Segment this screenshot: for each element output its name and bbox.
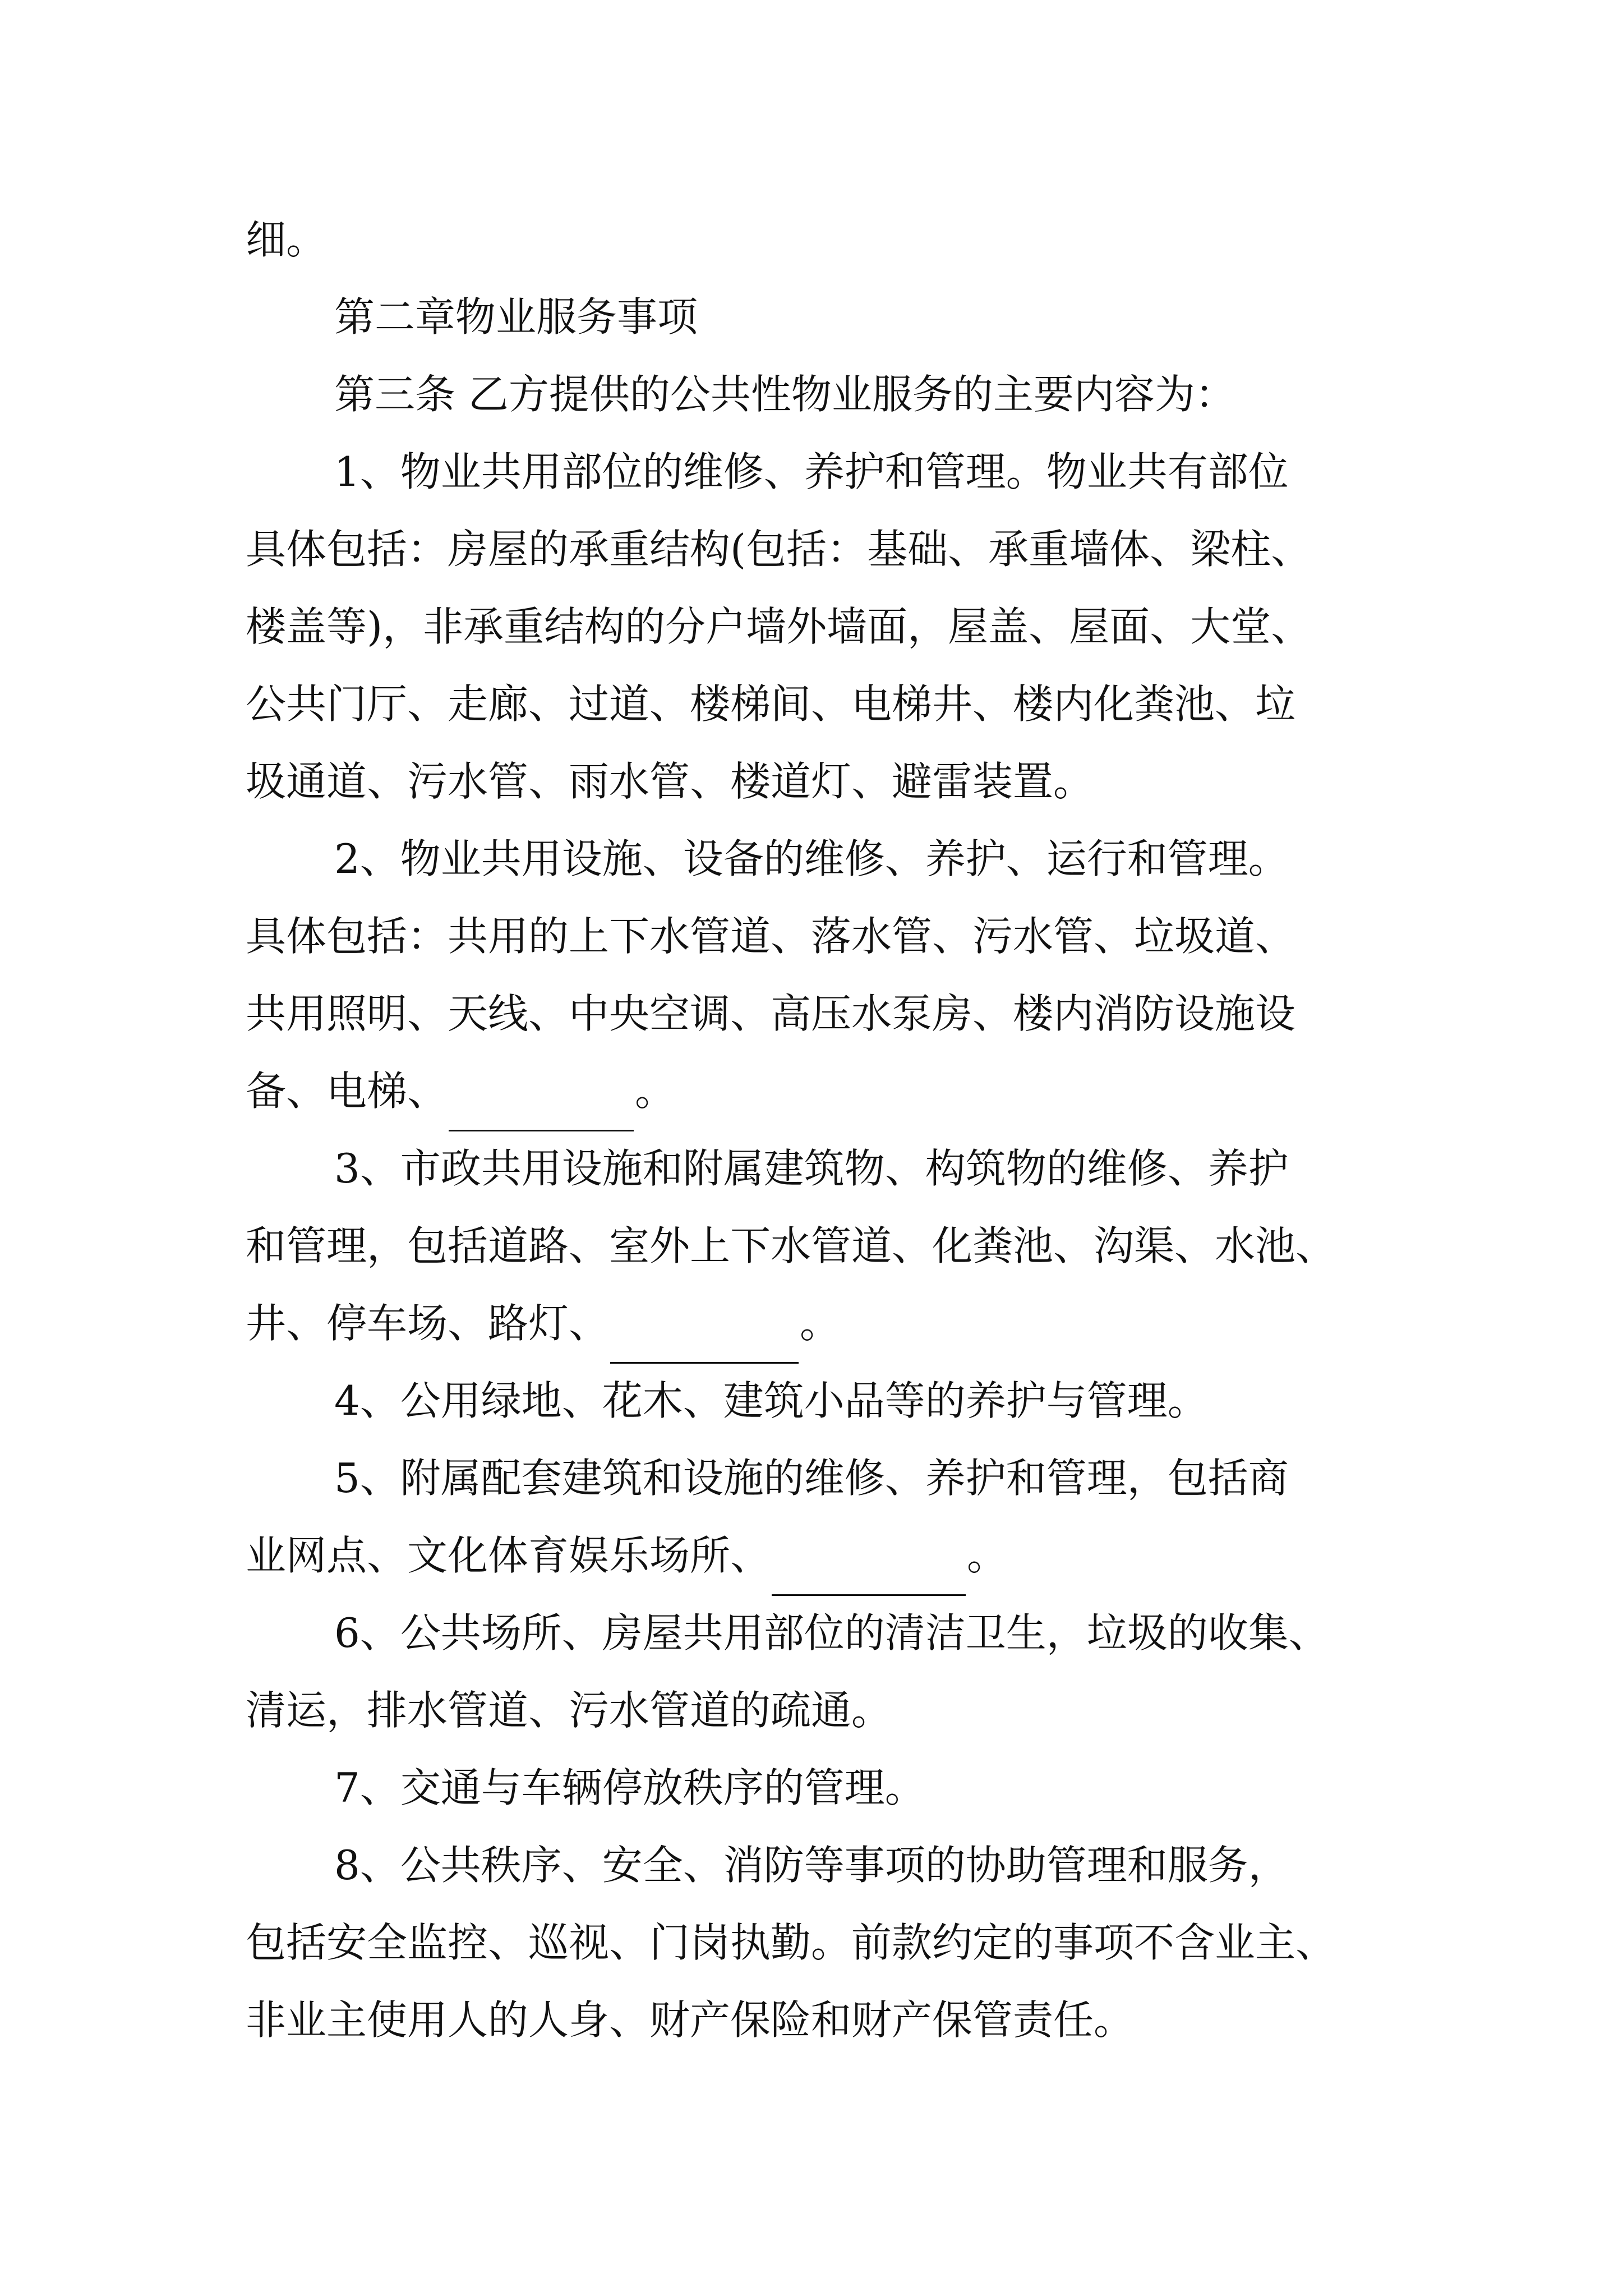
text-segment: 业网点、文化体育娱乐场所、 xyxy=(246,1532,771,1579)
text-line: 非业主使用人的人身、财产保险和财产保管责任。 xyxy=(246,1996,1135,2044)
text-line: 2、物业共用设施、设备的维修、养护、运行和管理。 xyxy=(334,835,1289,882)
text-line-with-blank xyxy=(246,1517,1407,1594)
text-line: 包括安全监控、巡视、门岗执勤。前款约定的事项不含业主、 xyxy=(246,1919,1336,1966)
text-line: 共用照明、天线、中央空调、高压水泵房、楼内消防设施设 xyxy=(246,990,1296,1037)
text-line: 6、公共场所、房屋共用部位的清洁卫生，垃圾的收集、 xyxy=(334,1609,1329,1657)
text-line: 清运，排水管道、污水管道的疏通。 xyxy=(246,1687,892,1734)
text-line: 4、公用绿地、花木、建筑小品等的养护与管理。 xyxy=(334,1377,1208,1424)
text-line: 细。 xyxy=(246,216,327,263)
article-heading: 第三条 乙方提供的公共性物业服务的主要内容为： xyxy=(334,371,1235,418)
fill-in-blank xyxy=(449,1052,634,1131)
fill-in-blank xyxy=(610,1285,799,1364)
text-line: 公共门厅、走廊、过道、楼梯间、电梯井、楼内化粪池、垃 xyxy=(246,680,1296,728)
text-line: 1、物业共用部位的维修、养护和管理。物业共有部位 xyxy=(334,448,1289,495)
text-line: 具体包括：共用的上下水管道、落水管、污水管、垃圾道、 xyxy=(246,913,1296,960)
text-line-with-blank xyxy=(246,1052,1407,1130)
text-line: 楼盖等)，非承重结构的分户墙外墙面，屋盖、屋面、大堂、 xyxy=(246,603,1312,650)
fill-in-blank xyxy=(772,1517,966,1596)
text-segment: 。 xyxy=(800,1300,841,1347)
text-line: 具体包括：房屋的承重结构(包括：基础、承重墙体、梁柱、 xyxy=(246,526,1312,573)
text-line: 3、市政共用设施和附属建筑物、构筑物的维修、养护 xyxy=(334,1145,1289,1192)
text-line: 8、公共秩序、安全、消防等事项的协助管理和服务， xyxy=(334,1842,1289,1889)
text-segment: 。 xyxy=(635,1068,676,1115)
text-segment: 。 xyxy=(967,1532,1008,1579)
document-body xyxy=(246,201,1407,2059)
chapter-heading: 第二章物业服务事项 xyxy=(334,293,698,341)
text-segment: 井、停车场、路灯、 xyxy=(246,1300,610,1347)
text-line: 和管理，包括道路、室外上下水管道、化粪池、沟渠、水池、 xyxy=(246,1222,1336,1269)
text-line-with-blank xyxy=(246,1285,1407,1362)
text-line: 圾通道、污水管、雨水管、楼道灯、避雷装置。 xyxy=(246,758,1094,805)
text-line: 7、交通与车辆停放秩序的管理。 xyxy=(334,1764,925,1811)
text-line: 5、附属配套建筑和设施的维修、养护和管理，包括商 xyxy=(334,1455,1289,1502)
text-segment: 备、电梯、 xyxy=(246,1068,448,1115)
